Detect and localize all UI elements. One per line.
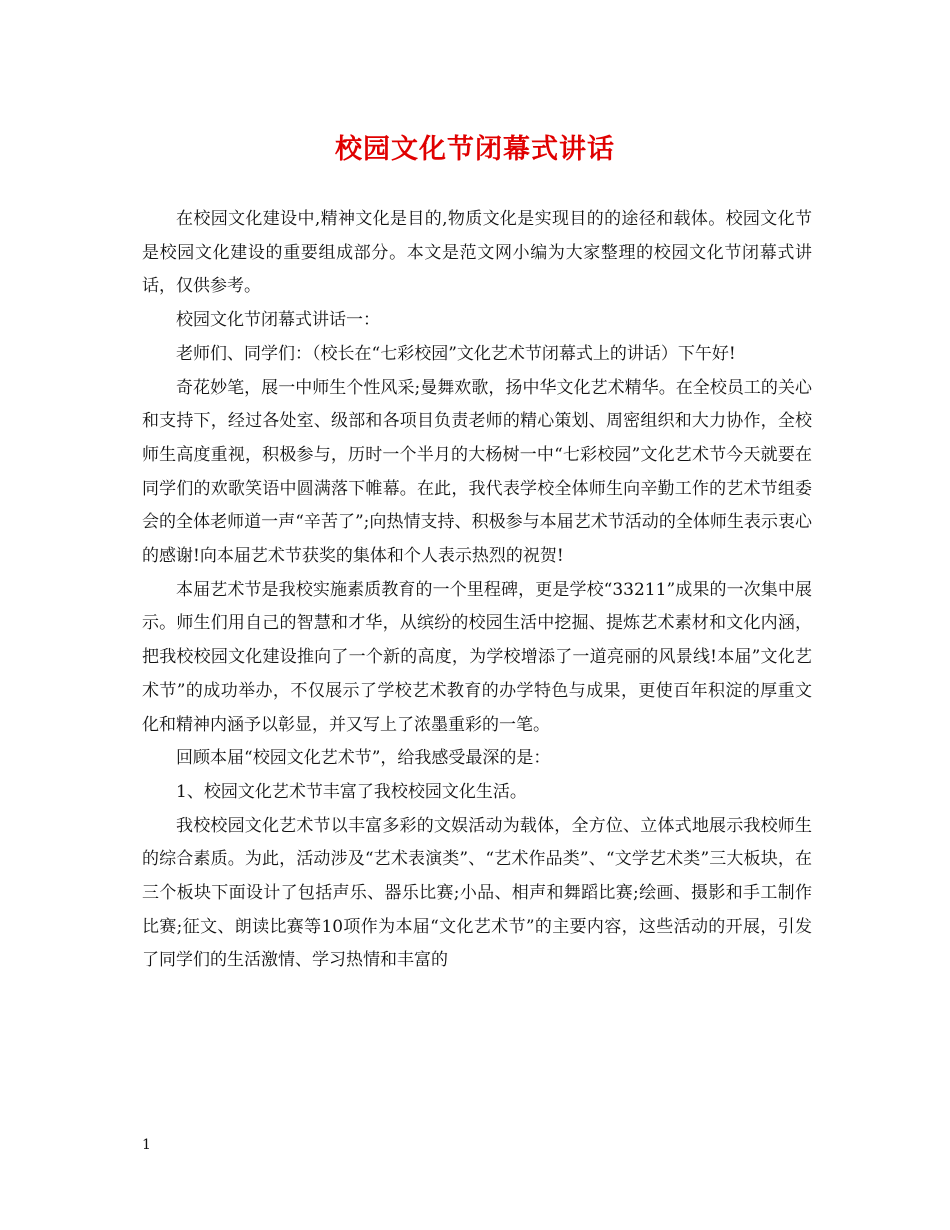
paragraph-milestone: 本届艺术节是我校实施素质教育的一个里程碑，更是学校“33211”成果的一次集中展示。师生们用自己的智慧和才华，从缤纷的校园生活中挖掘、提炼艺术素材和文化内涵，把我校校园文化建设推向了一个新的高度，为学校增添了一道亮丽的风景线!本届”文化艺术节”的成功举办，不仅展示了学校艺术教育的办学特色与成果，更使百年积淀的厚重文化和精神内涵予以彰显，并又写上了浓墨重彩的一笔。 [142, 579, 812, 735]
paragraph-intro: 在校园文化建设中,精神文化是目的,物质文化是实现目的的途径和载体。校园文化节是校园文化建设的重要组成部分。本文是范文网小编为大家整理的校园文化节闭幕式讲话，仅供参考。 [142, 209, 812, 297]
paragraph-activities: 我校校园文化艺术节以丰富多彩的文娱活动为载体，全方位、立体式地展示我校师生的综合素质。为此，活动涉及“艺术表演类”、“艺术作品类”、“文学艺术类”三大板块，在三个板块下面设计了包括声乐、器乐比赛;小品、相声和舞蹈比赛;绘画、摄影和手工制作比赛;征文、朗读比赛等10项作为本届“文化艺术节”的主要内容，这些活动的开展，引发了同学们的生活激情、学习热情和丰富的 [142, 815, 812, 971]
document-title: 校园文化节闭幕式讲话 [335, 134, 615, 165]
paragraph-speech-heading: 校园文化节闭幕式讲话一： [176, 310, 380, 331]
paragraph-greeting: 老师们、同学们：（校长在“七彩校园”文化艺术节闭幕式上的讲话）下午好! [176, 343, 736, 364]
paragraph-opening: 奇花妙笔，展一中师生个性风采;曼舞欢歌，扬中华文化艺术精华。在全校员工的关心和支持下，经过各处室、级部和各项目负责老师的精心策划、周密组织和大力协作，全校师生高度重视，积极参与，历时一个半月的大杨树一中“七彩校园”文化艺术节今天就要在同学们的欢歌笑语中圆满落下帷幕。在此，我代表学校全体师生向辛勤工作的艺术节组委会的全体老师道一声“辛苦了”;向热情支持、积极参与本届艺术节活动的全体师生表示衷心的感谢!向本届艺术节获奖的集体和个人表示热烈的祝贺! [142, 377, 812, 567]
document-body [142, 203, 812, 978]
paragraph-point-one: 1、校园文化艺术节丰富了我校校园文化生活。 [176, 781, 527, 802]
paragraph-review: 回顾本届“校园文化艺术节”，给我感受最深的是： [176, 748, 551, 769]
page-number: 1 [142, 1137, 151, 1153]
